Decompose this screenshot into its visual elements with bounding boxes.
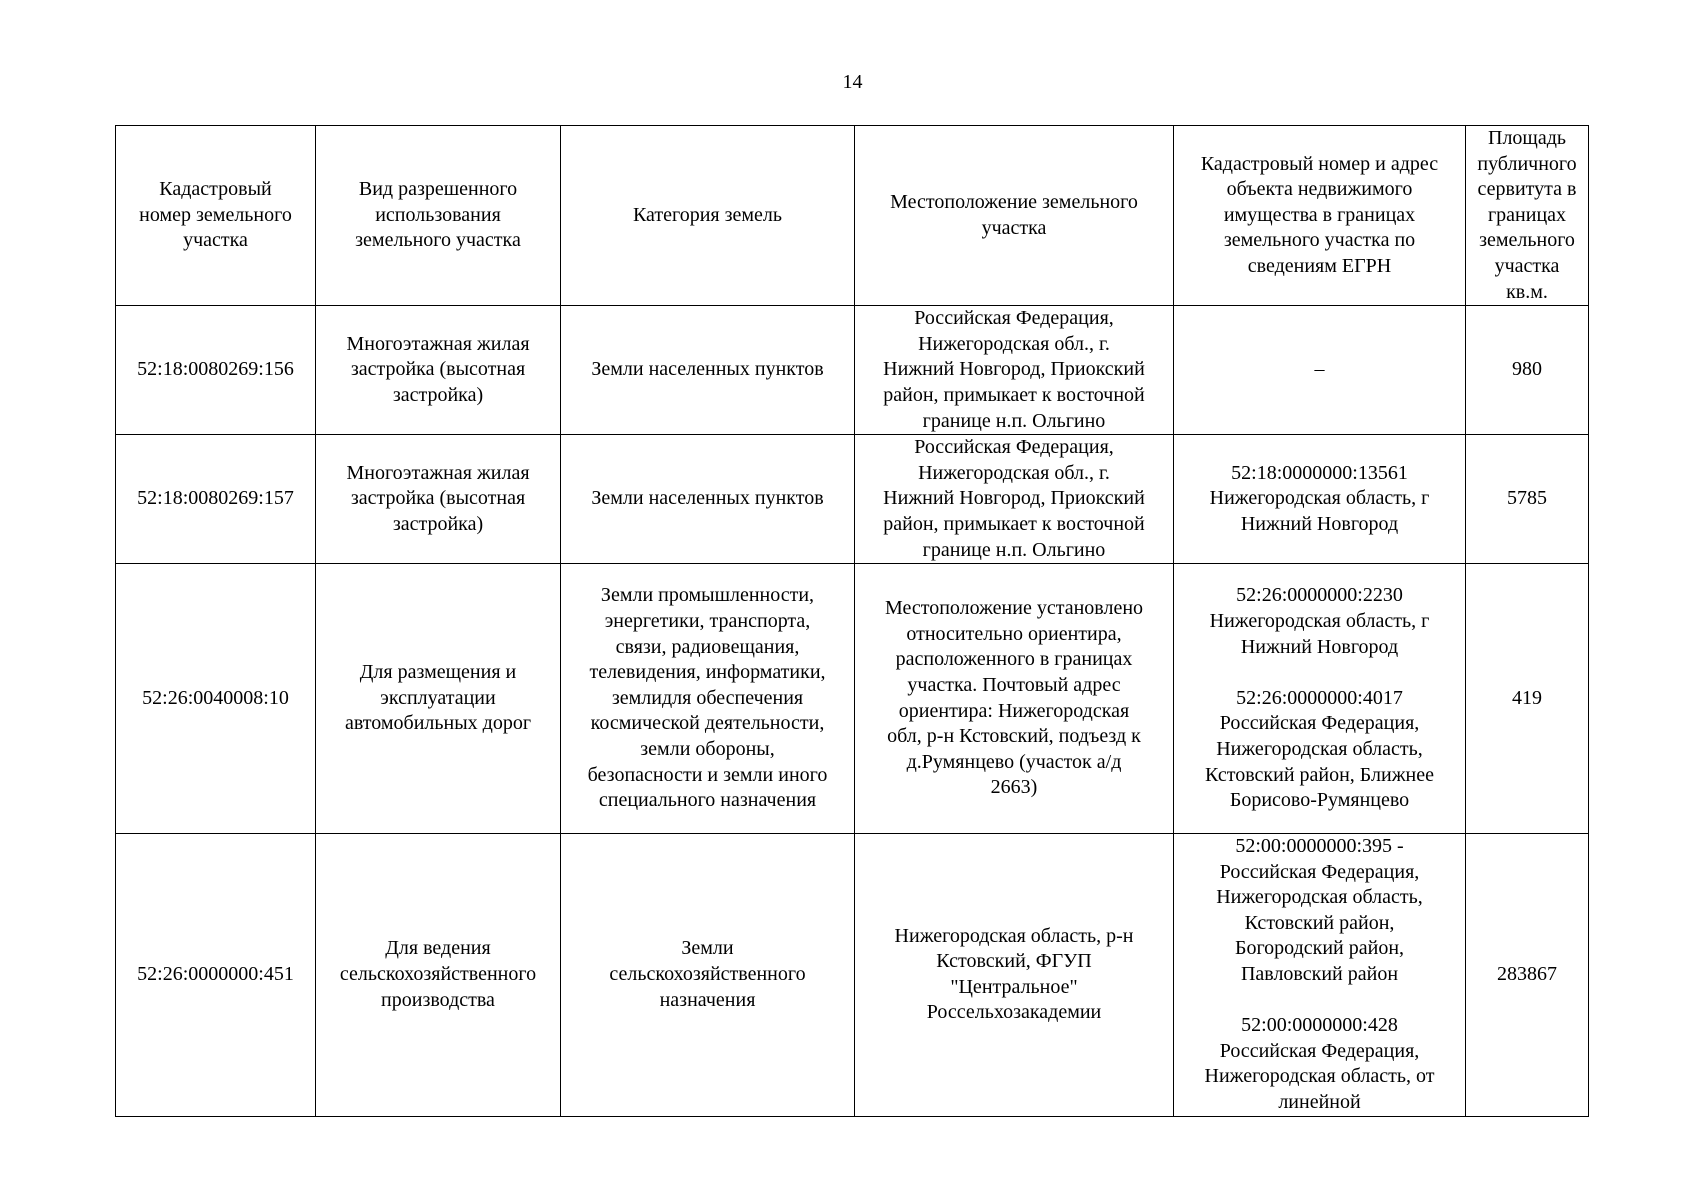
text-line: 2663) [990,776,1038,799]
egrn-objects-cell [1174,435,1466,564]
land-category-cell [561,435,855,564]
header-cadastral-number [116,126,316,306]
permitted-use-cell [316,564,561,834]
text-line: застройка) [392,512,484,535]
text-line: Нижегородская область, г [1209,487,1430,510]
text-line: Вид разрешенного [358,178,518,201]
text-line: границе н.п. Ольгино [922,409,1106,432]
text-line: расположенного в границах [895,648,1133,671]
text-line: границах [1487,203,1567,226]
text-line: Российская Федерация, [1219,712,1420,735]
text-line: использования [375,203,501,226]
text-line: Местоположение установлено [884,597,1144,620]
land-category-cell [561,564,855,834]
page-number: 14 [842,71,863,93]
text-line: производства [381,988,495,1011]
text-line: сельскохозяйственного [339,963,537,986]
text-line: Российская Федерация, [914,436,1114,459]
text-line: назначения [659,988,756,1011]
text-line: телевидения, информатики, [589,661,826,684]
text-line: Российская Федерация, [1219,860,1420,883]
area-cell: 5785 [1466,435,1589,564]
text-line: застройка (высотная [350,358,526,381]
text-line: Нижегородская область, г [1209,610,1430,633]
text-line: Земли населенных пунктов [591,487,824,510]
text-line: район, примыкает к восточной [883,383,1145,406]
text-line: специального назначения [598,789,817,812]
text-line: Кстовский район, Ближнее [1205,763,1434,786]
text-line: Многоэтажная жилая [346,461,530,484]
table-row [116,306,1589,435]
text-line: безопасности и земли иного [587,763,828,786]
text-line: Российская Федерация, [914,307,1114,330]
text-line: земельного [1479,229,1575,252]
text-line: ориентира: Нижегородская [898,699,1130,722]
location-cell [855,564,1174,834]
text-line: Земли населенных пунктов [591,358,824,381]
egrn-objects-cell [1174,834,1466,1117]
text-line: Нижний Новгород, Приокский [883,487,1145,510]
text-line: застройка (высотная [350,487,526,510]
cadastral-number-cell: 52:18:0080269:156 [116,306,316,435]
text-line: имущества в границах [1223,203,1416,226]
text-line: номер земельного [139,203,292,226]
permitted-use-cell [316,834,561,1117]
text-line: Нижний Новгород, Приокский [883,358,1145,381]
location-cell [855,435,1174,564]
text-line: Нижегородская область, [1216,886,1423,909]
egrn-objects-cell [1174,564,1466,834]
text-line: связи, радиовещания, [615,635,800,658]
cadastral-number-cell: 52:18:0080269:157 [116,435,316,564]
text-line: застройка) [392,383,484,406]
area-cell: 419 [1466,564,1589,834]
text-line: Площадь [1488,127,1566,149]
text-line: Нижний Новгород [1240,512,1399,535]
text-line: Нижегородская область, [1216,737,1423,760]
text-line: Нижний Новгород [1240,635,1399,658]
text-line: сервитута в [1477,178,1577,201]
text-line: район, примыкает к восточной [883,512,1145,535]
servitude-table [115,125,1589,1117]
text-line: Категория земель [632,203,783,226]
text-line: Многоэтажная жилая [346,332,530,355]
text-line: космической деятельности, [590,712,825,735]
text-line: земельного участка [355,229,521,252]
text-line: участка [1494,254,1560,277]
text-line: Нижегородская область, от [1204,1065,1435,1088]
table-row [116,564,1589,834]
header-servitude-area [1466,126,1589,306]
text-line: земельного участка по [1223,229,1416,252]
text-line: Нижегородская обл., г. [918,332,1110,355]
text-line: "Центральное" [950,975,1078,998]
text-line: 52:00:0000000:395 - [1235,835,1404,858]
location-cell [855,834,1174,1117]
area-cell: 980 [1466,306,1589,435]
text-line: земли обороны, [640,737,775,760]
text-line: 52:26:0000000:2230 [1236,584,1403,607]
egrn-objects-cell [1174,306,1466,435]
text-line: сельскохозяйственного [609,963,806,986]
text-line: границе н.п. Ольгино [922,538,1106,561]
text-line: Для ведения [385,937,491,960]
text-line: Борисово-Румянцево [1229,789,1410,812]
text-line: участка [981,216,1047,239]
text-line: Для размещения и [359,661,517,684]
text-line: Нижегородская область, р-н [894,924,1134,947]
text-line: линейной [1278,1091,1361,1114]
text-line: автомобильных дорог [344,712,532,735]
text-line: Земли [681,937,734,960]
cadastral-number-cell: 52:26:0000000:451 [116,834,316,1117]
text-line: Земли промышленности, [600,584,815,607]
header-location [855,126,1174,306]
text-line: кв.м. [1506,280,1548,303]
table-row [116,834,1589,1117]
header-land-category [561,126,855,306]
text-line: 52:18:0000000:13561 [1231,461,1408,484]
location-cell [855,306,1174,435]
text-line: Кадастровый [159,178,272,201]
text-line: сведениям ЕГРН [1247,254,1392,277]
land-category-cell [561,834,855,1117]
table-header-row [116,126,1589,306]
text-line: Российская Федерация, [1219,1039,1420,1062]
text-line [1180,988,1459,1014]
table-row [116,435,1589,564]
text-line: обл, р-н Кстовский, подъезд к [887,725,1141,748]
text-line: Павловский район [1240,963,1399,986]
text-line: 52:26:0000000:4017 [1236,686,1403,709]
permitted-use-cell [316,306,561,435]
text-line: энергетики, транспорта, [604,610,811,633]
text-line: Кстовский, ФГУП [936,950,1092,973]
text-line: Кадастровый номер и адрес [1200,152,1439,175]
land-category-cell [561,306,855,435]
text-line: относительно ориентира, [906,622,1122,645]
text-line: 52:00:0000000:428 [1241,1014,1398,1037]
text-line: эксплуатации [380,686,496,709]
text-line: Кстовский район, [1244,911,1395,934]
text-line: Нижегородская обл., г. [918,461,1110,484]
cadastral-number-cell: 52:26:0040008:10 [116,564,316,834]
permitted-use-cell [316,435,561,564]
text-line: – [1314,358,1325,381]
text-line: Богородский район, [1234,937,1405,960]
text-line: землидля обеспечения [611,686,804,709]
header-permitted-use [316,126,561,306]
area-cell: 283867 [1466,834,1589,1117]
text-line: объекта недвижимого [1226,178,1413,201]
text-line: Местоположение земельного [890,190,1138,213]
header-egrn-objects [1174,126,1466,306]
text-line: участка. Почтовый адрес [907,674,1121,696]
text-line: д.Румянцево (участок а/д [906,750,1122,773]
text-line: публичного [1477,152,1577,175]
text-line: участка [183,229,248,252]
text-line: Россельхозакадемии [926,1001,1102,1024]
text-line [1180,660,1459,686]
